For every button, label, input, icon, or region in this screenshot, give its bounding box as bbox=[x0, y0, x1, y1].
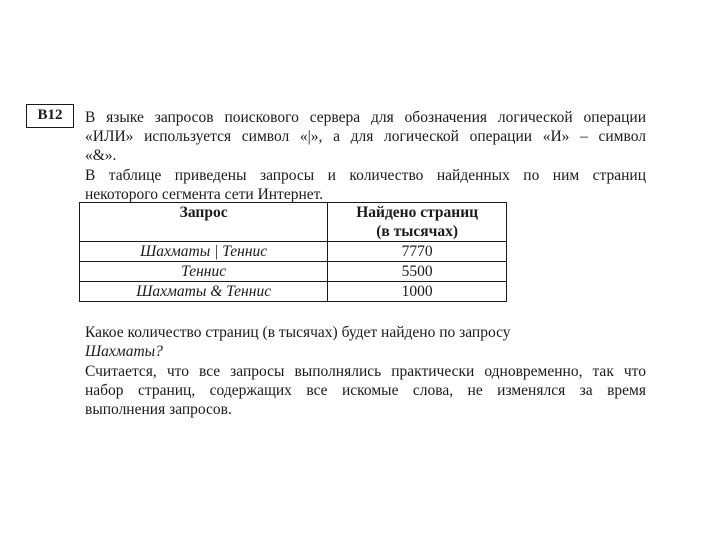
count-cell: 7770 bbox=[328, 242, 507, 262]
question-line: Какое количество страниц (в тысячах) будет найдено по запросу bbox=[85, 324, 511, 341]
table-row bbox=[80, 282, 507, 302]
query-cell: Шахматы | Теннис bbox=[80, 242, 328, 262]
query-results-table bbox=[79, 202, 507, 302]
intro-line: «ИЛИ» используется символ «|», а для логической операции «И» – символ bbox=[85, 128, 646, 145]
query-cell: Шахматы & Теннис bbox=[80, 282, 328, 302]
task-number-badge: В12 bbox=[26, 104, 74, 128]
query-cell: Теннис bbox=[80, 262, 328, 282]
table-header-row bbox=[80, 203, 507, 242]
table-intro-paragraph bbox=[85, 166, 646, 204]
note-line: набор страниц, содержащих все искомые слова, не изменялся за время bbox=[85, 382, 646, 399]
table-row bbox=[80, 242, 507, 262]
intro-paragraph bbox=[85, 108, 646, 165]
question-query: Шахматы? bbox=[85, 343, 163, 360]
count-cell: 1000 bbox=[328, 282, 507, 302]
note-line: Считается, что все запросы выполнялись практически одновременно, так что bbox=[85, 363, 646, 380]
table-intro-line: некоторого сегмента сети Интернет. bbox=[85, 186, 324, 203]
header-query-label: Запрос bbox=[179, 204, 228, 221]
intro-line: «&». bbox=[85, 147, 117, 164]
note-line: выполнения запросов. bbox=[85, 401, 232, 418]
table-row bbox=[80, 262, 507, 282]
header-count bbox=[328, 203, 507, 242]
note-paragraph bbox=[85, 362, 646, 419]
header-query bbox=[80, 203, 328, 242]
header-count-unit: (в тысячах) bbox=[376, 223, 459, 240]
intro-line: В языке запросов поискового сервера для обозначения логической операции bbox=[85, 109, 646, 126]
table-intro-line: В таблице приведены запросы и количество найденных по ним страниц bbox=[85, 167, 646, 184]
header-count-label: Найдено страниц bbox=[356, 204, 479, 221]
question-paragraph bbox=[85, 323, 646, 361]
count-cell: 5500 bbox=[328, 262, 507, 282]
